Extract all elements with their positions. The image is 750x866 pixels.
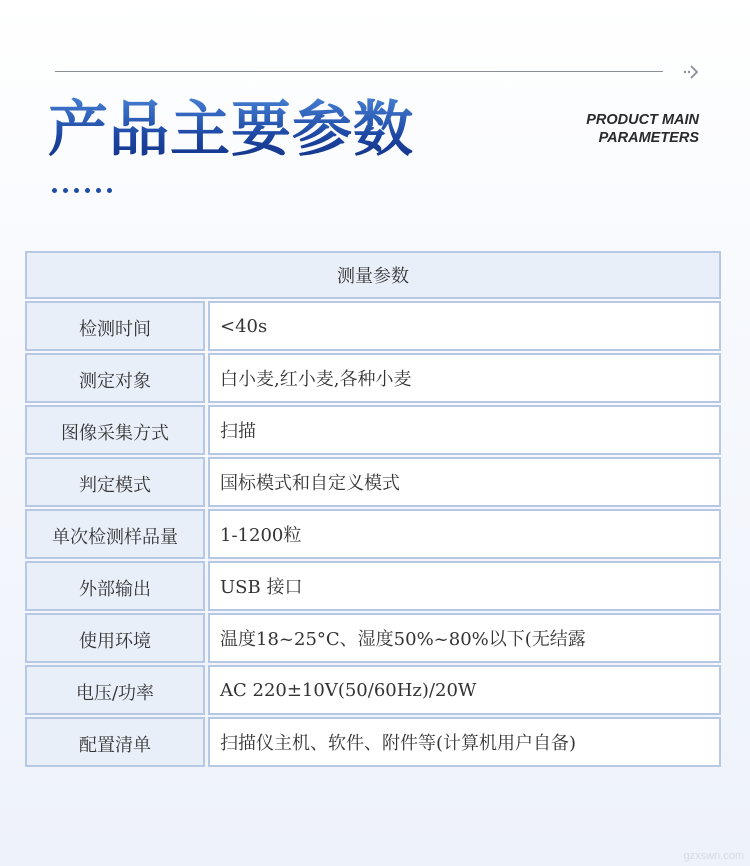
row-value: 扫描仪主机、软件、附件等(计算机用户自备) [208, 717, 721, 767]
table-row [25, 561, 721, 611]
page-title: 产品主要参数 [48, 92, 414, 168]
table-row [25, 301, 721, 351]
row-label: 检测时间 [25, 301, 205, 351]
table-row [25, 509, 721, 559]
table-rows [25, 301, 721, 767]
row-label: 外部输出 [25, 561, 205, 611]
page-subtitle [586, 111, 699, 147]
subtitle-line-2: PARAMETERS [598, 130, 699, 146]
row-value: 国标模式和自定义模式 [208, 457, 721, 507]
dot [107, 188, 112, 193]
dot [52, 188, 57, 193]
row-label: 图像采集方式 [25, 405, 205, 455]
subtitle-line-1: PRODUCT MAIN [586, 112, 699, 128]
row-value: 白小麦,红小麦,各种小麦 [208, 353, 721, 403]
row-label: 使用环境 [25, 613, 205, 663]
row-label: 单次检测样品量 [25, 509, 205, 559]
table-row [25, 405, 721, 455]
row-value: USB 接口 [208, 561, 721, 611]
double-chevron-right-icon [682, 62, 702, 82]
row-label: 配置清单 [25, 717, 205, 767]
dot [63, 188, 68, 193]
row-value: 1-1200粒 [208, 509, 721, 559]
table-row [25, 613, 721, 663]
watermark: gzxswn.com [683, 850, 744, 862]
row-label: 电压/功率 [25, 665, 205, 715]
table-row [25, 665, 721, 715]
row-value: 温度18~25°C、湿度50%~80%以下(无结露 [208, 613, 721, 663]
decorative-dots [52, 188, 112, 193]
row-value: <40s [208, 301, 721, 351]
dot [85, 188, 90, 193]
row-value: 扫描 [208, 405, 721, 455]
table-row [25, 457, 721, 507]
table-row [25, 353, 721, 403]
dot [74, 188, 79, 193]
row-label: 测定对象 [25, 353, 205, 403]
row-label: 判定模式 [25, 457, 205, 507]
table-row [25, 717, 721, 767]
parameters-table [25, 251, 721, 769]
header-divider [55, 71, 663, 72]
table-header: 测量参数 [25, 251, 721, 299]
dot [96, 188, 101, 193]
row-value: AC 220±10V(50/60Hz)/20W [208, 665, 721, 715]
